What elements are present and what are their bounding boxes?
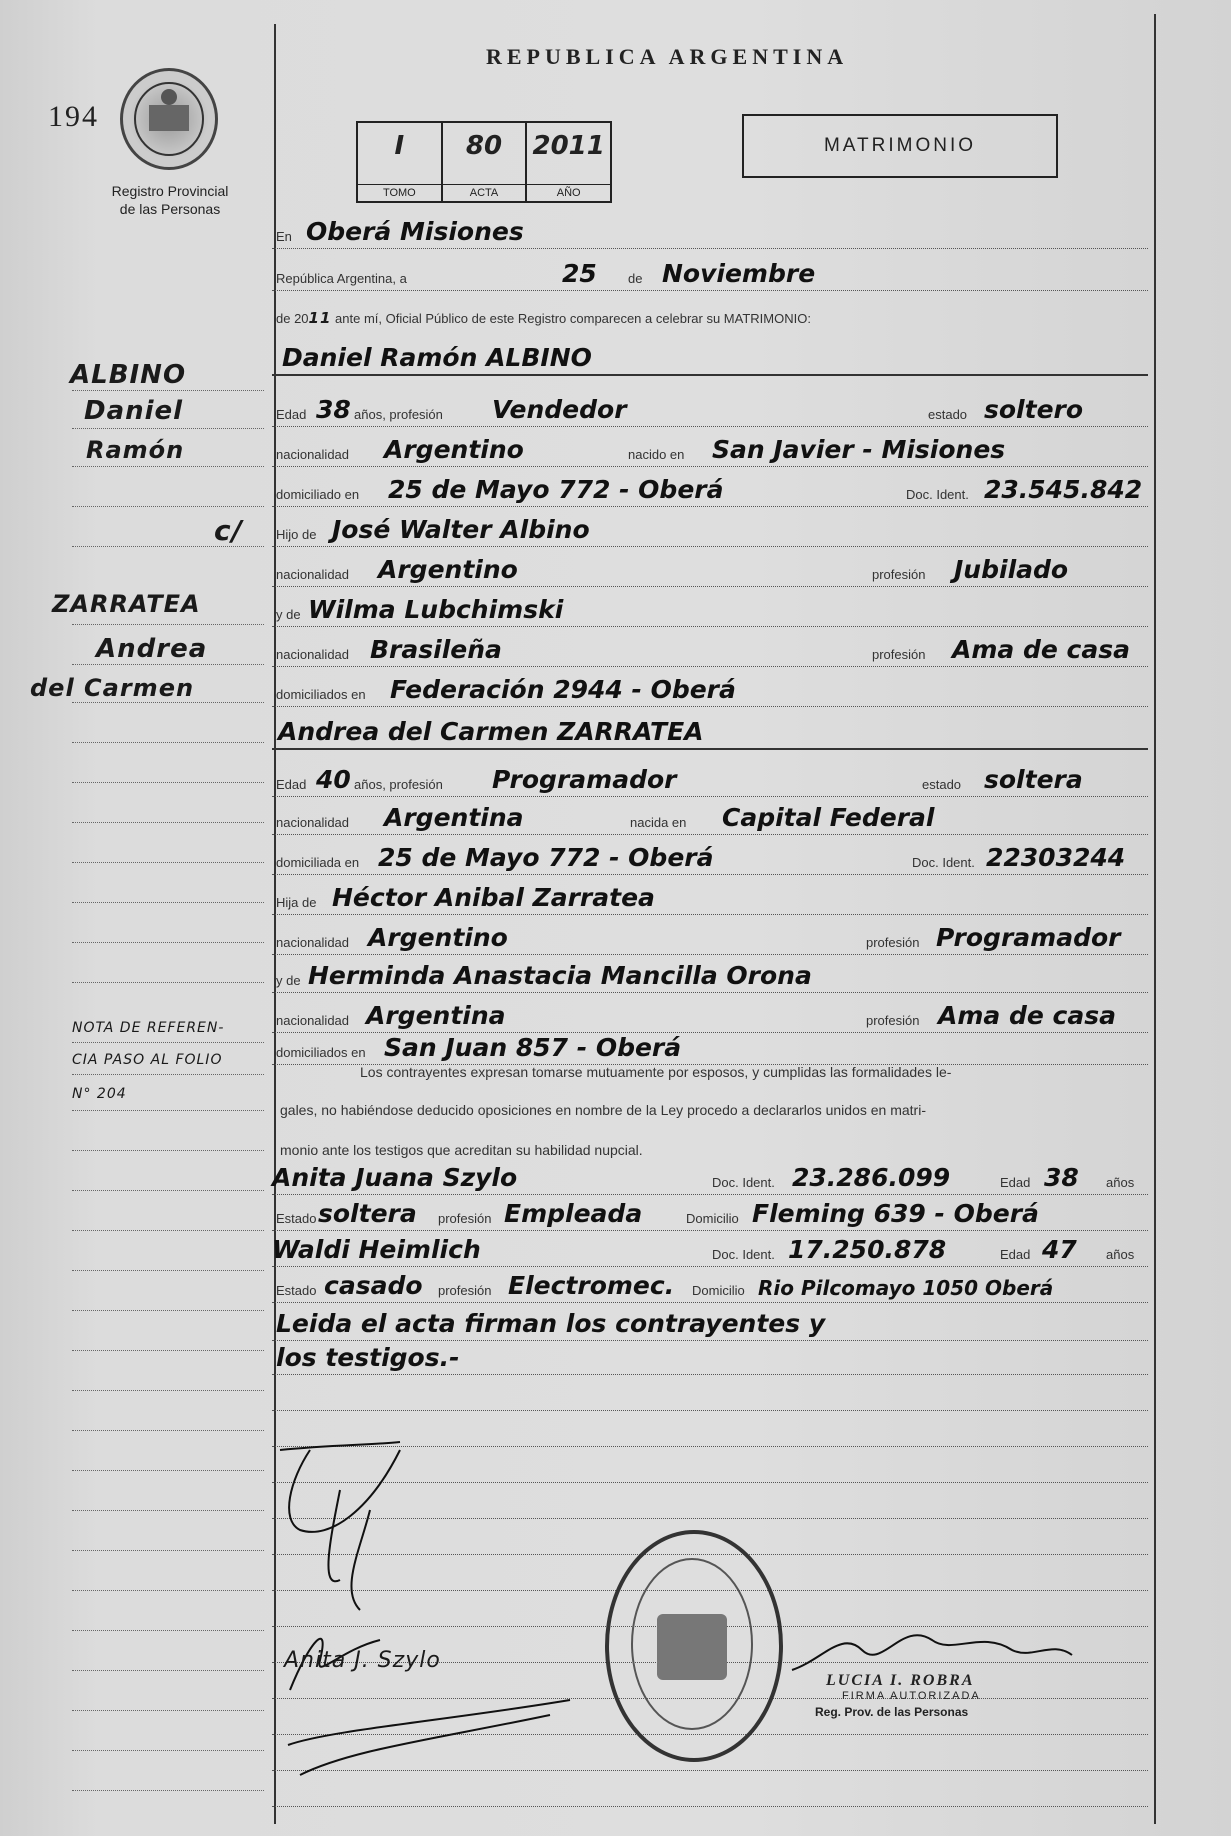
margin-rule [72,1110,264,1111]
margin-bride-surname: ZARRATEA [52,590,201,618]
bride-mother-nationality: Argentina [366,1001,506,1030]
closing-line-2: los testigos.- [276,1343,460,1372]
yde-label: y de [276,607,301,622]
margin-conj: c/ [214,514,243,547]
nacionalidad-label: nacionalidad [276,935,350,950]
tomo-acta-box [356,121,612,203]
estado-label: estado [922,777,962,792]
official-title: FIRMA AUTORIZADA [842,1690,981,1702]
province-seal-icon [120,68,218,170]
margin-rule [72,624,264,625]
edad-label: Edad [1000,1247,1031,1262]
witness2-detail-row [272,1268,1148,1303]
groom-mother: Wilma Lubchimski [308,595,564,624]
margin-rule [72,1310,264,1311]
margin-rule [72,1510,264,1511]
margin-bride-name1: Andrea [96,634,208,664]
nacionalidad-label: nacionalidad [276,815,350,830]
bride-profession: Programador [492,765,677,794]
estado-label: Estado [276,1211,317,1226]
year-suffix: 11 [308,309,332,327]
closing-row-1 [272,1306,1148,1341]
margin-rule [72,1042,264,1043]
bride-father-nationality: Argentino [368,923,508,952]
groom-father-profession: Jubilado [954,555,1069,584]
margin-rule [72,664,264,665]
doc-label: Doc. Ident. [912,855,975,870]
profesion-label: profesión [438,1283,492,1298]
bride-parents-address: San Juan 857 - Oberá [384,1033,682,1062]
groom-age-row [272,392,1148,427]
witness1-detail-row [272,1196,1148,1231]
anios-label: años [1106,1175,1135,1190]
margin-rule [72,1590,264,1591]
estado-label: Estado [276,1283,317,1298]
margin-rule [72,942,264,943]
nacionalidad-label: nacionalidad [276,447,350,462]
groom-parents-address: Federación 2944 - Oberá [390,675,736,704]
bride-birthplace: Capital Federal [722,803,935,832]
nacida-label: nacida en [630,815,687,830]
registry-line-2: de las Personas [119,201,221,217]
registry-name [80,182,260,218]
nacionalidad-label: nacionalidad [276,567,350,582]
margin-groom-surname: ALBINO [70,360,187,390]
margin-rule [72,1150,264,1151]
groom-address-row [272,472,1148,507]
record-type-box: MATRIMONIO [742,114,1058,178]
declaration-line-3: monio ante los testigos que acreditan su habilidad nupcial. [280,1142,643,1158]
bride-name-row [272,714,1148,750]
margin-bride-name2: del Carmen [30,674,195,702]
margin-rule [72,902,264,903]
month-value: Noviembre [662,259,816,288]
groom-nationality-row [272,432,1148,467]
doc-label: Doc. Ident. [906,487,969,502]
margin-rule [72,1390,264,1391]
groom-father: José Walter Albino [332,515,590,544]
bride-father-profession: Programador [936,923,1121,952]
closing-row-2 [272,1340,1148,1375]
edad-label: Edad [1000,1175,1031,1190]
statement-row [276,309,1156,327]
margin-rule [72,742,264,743]
tomo-label: TOMO [358,184,441,201]
groom-doc: 23.545.842 [984,475,1143,504]
place-value: Oberá Misiones [306,217,524,246]
witness2-age: 47 [1042,1235,1077,1264]
margin-rule [72,1350,264,1351]
edad-label: Edad [276,777,307,792]
profesion-label: profesión [872,647,926,662]
margin-rule [72,862,264,863]
margin-note-1: NOTA DE REFEREN- [72,1020,225,1036]
doc-label: Doc. Ident. [712,1247,775,1262]
domicilio-label: domiciliada en [276,855,360,870]
margin-rule [72,428,264,429]
margin-rule [72,1670,264,1671]
yde-label: y de [276,973,301,988]
stamp-emblem-icon [657,1614,727,1680]
declaration-line-2: gales, no habiéndose deducido oposiciones en nombre de la Ley procedo a declararlos unidos en matri- [280,1102,926,1118]
margin-rule [72,546,264,547]
bride-parents-address-row [272,1030,1148,1065]
witness2-doc: 17.250.878 [788,1235,947,1264]
groom-mother-row [272,592,1148,627]
doc-label: Doc. Ident. [712,1175,775,1190]
groom-status: soltero [984,395,1084,424]
closing-line-1: Leida el acta firman los contrayentes y [276,1309,826,1338]
profesion-label: profesión [866,935,920,950]
bride-age: 40 [316,765,351,794]
date-row [272,256,1148,291]
acta-value: 80 [465,131,503,161]
nacionalidad-label: nacionalidad [276,1013,350,1028]
profesion-label: años, profesión [354,777,443,792]
acta-label: ACTA [443,184,526,201]
witness1-profession: Empleada [504,1199,643,1228]
declaration-line-1: Los contrayentes expresan tomarse mutuamente por esposos, y cumplidas las formalidades le- [360,1064,952,1080]
bride-father-nat-row [272,920,1148,955]
bride-full-name: Andrea del Carmen ZARRATEA [278,717,704,746]
margin-rule [72,1630,264,1631]
witness1-doc: 23.286.099 [792,1163,951,1192]
margin-rule [72,1710,264,1711]
witness1-address: Fleming 639 - Oberá [752,1199,1039,1228]
groom-parents-address-row [272,672,1148,707]
margin-rule [72,1190,264,1191]
domicilio-label: Domicilio [686,1211,739,1226]
right-margin-rule [1154,14,1156,1824]
domiciliados-label: domiciliados en [276,687,366,702]
groom-address: 25 de Mayo 772 - Oberá [388,475,724,504]
bride-doc: 22303244 [986,843,1126,872]
margin-rule [72,782,264,783]
margin-rule [72,1230,264,1231]
witness1-age: 38 [1044,1163,1079,1192]
groom-mother-nationality: Brasileña [370,635,502,664]
margin-rule [72,466,264,467]
hija-label: Hija de [276,895,317,910]
groom-mother-nat-row [272,632,1148,667]
year-prefix: de 20 [276,311,309,326]
witness1-name: Anita Juana Szylo [272,1163,518,1192]
margin-groom-name2: Ramón [86,436,185,464]
margin-groom-name1: Daniel [84,396,184,426]
bride-nationality: Argentina [384,803,524,832]
witness1-row [272,1160,1148,1195]
bride-father: Héctor Anibal Zarratea [332,883,655,912]
anios-label: años [1106,1247,1135,1262]
official-name: LUCIA I. ROBRA [826,1672,975,1689]
margin-rule [72,390,264,391]
official-registry: Reg. Prov. de las Personas [815,1705,969,1719]
domiciliados-label: domiciliados en [276,1045,366,1060]
domicilio-label: domiciliado en [276,487,360,502]
profesion-label: profesión [866,1013,920,1028]
edad-label: Edad [276,407,307,422]
bride-age-row [272,762,1148,797]
bride-mother: Herminda Anastacia Mancilla Orona [308,961,812,990]
groom-father-row [272,512,1148,547]
rep-label: República Argentina, a [276,271,407,286]
witness2-name: Waldi Heimlich [272,1235,481,1264]
witness1-status: soltera [318,1199,417,1228]
page-number: 194 [48,100,99,133]
registry-line-1: Registro Provincial [111,183,229,199]
en-label: En [276,229,292,244]
bride-address-row [272,840,1148,875]
margin-rule [72,1074,264,1075]
statement-text: ante mí, Oficial Público de este Registro comparecen a celebrar su MATRIMONIO: [335,311,811,326]
tomo-value: I [394,131,405,161]
witness-signature: Anita J. Szylo [284,1648,441,1673]
day-value: 25 [562,259,597,288]
margin-rule [72,1470,264,1471]
hijo-label: Hijo de [276,527,317,542]
bride-mother-nat-row [272,998,1148,1033]
anio-label: AÑO [527,184,610,201]
profesion-label: profesión [438,1211,492,1226]
groom-father-nationality: Argentino [378,555,518,584]
official-stamp [605,1530,783,1762]
groom-father-nat-row [272,552,1148,587]
margin-rule [72,1270,264,1271]
margin-rule [72,982,264,983]
margin-rule [72,506,264,507]
profesion-label: años, profesión [354,407,443,422]
bride-mother-profession: Ama de casa [938,1001,1116,1030]
margin-rule [72,1430,264,1431]
anio-value: 2011 [532,131,605,161]
bride-nationality-row [272,800,1148,835]
bride-address: 25 de Mayo 772 - Oberá [378,843,714,872]
bride-mother-row [272,958,1148,993]
groom-nationality: Argentino [384,435,524,464]
de-label: de [628,271,643,286]
margin-rule [72,702,264,703]
margin-rule [72,1550,264,1551]
margin-rule [72,1750,264,1751]
groom-age: 38 [316,395,351,424]
groom-profession: Vendedor [492,395,627,424]
witness2-status: casado [324,1271,423,1300]
witness2-profession: Electromec. [508,1271,675,1300]
place-row [272,214,1148,249]
margin-rule [72,822,264,823]
domicilio-label: Domicilio [692,1283,745,1298]
bride-father-row [272,880,1148,915]
nacionalidad-label: nacionalidad [276,647,350,662]
margin-rule [72,1790,264,1791]
profesion-label: profesión [872,567,926,582]
witness2-address: Rio Pilcomayo 1050 Oberá [758,1276,1054,1300]
groom-name-row [272,340,1148,376]
page-title: REPUBLICA ARGENTINA [486,44,849,69]
groom-birthplace: San Javier - Misiones [712,435,1006,464]
margin-note-2: CIA PASO AL FOLIO [72,1052,223,1068]
estado-label: estado [928,407,968,422]
margin-note-3: N° 204 [72,1086,127,1102]
signature-scribbles [270,1390,630,1790]
groom-full-name: Daniel Ramón ALBINO [282,343,592,372]
bride-status: soltera [984,765,1083,794]
witness2-row [272,1232,1148,1267]
groom-mother-profession: Ama de casa [952,635,1130,664]
nacido-label: nacido en [628,447,685,462]
